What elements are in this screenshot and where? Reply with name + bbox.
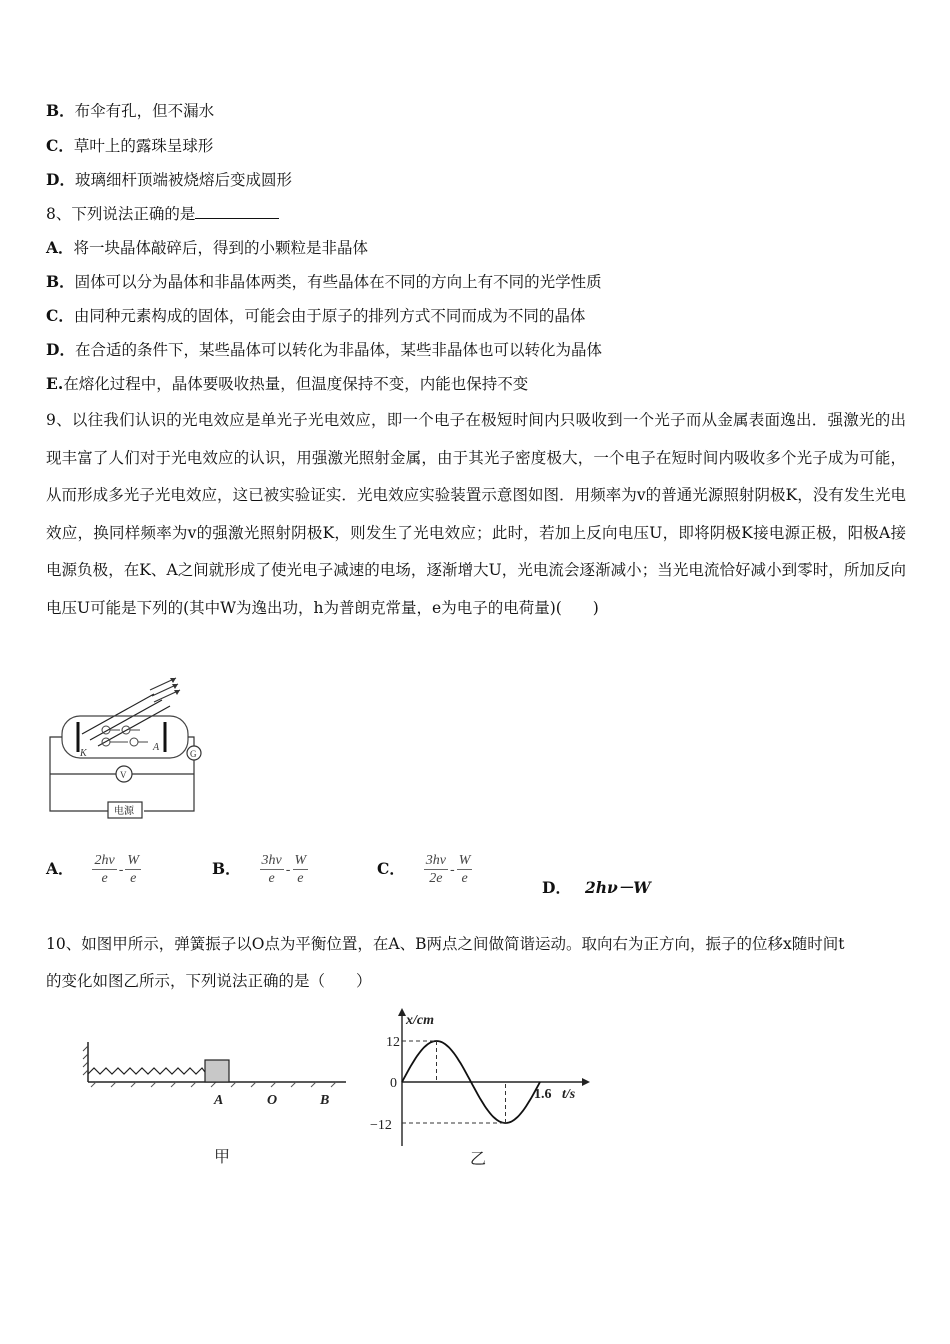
q10-stem-line2: 的变化如图乙所示，下列说法正确的是（ ）	[46, 972, 372, 990]
q9-option-a: A． $\frac{2h\nu}{e}$ - $\frac{W}{e}$	[46, 853, 140, 886]
fraction: $\frac{W}{e}$	[458, 853, 471, 886]
figure-yi-caption: 乙	[470, 1149, 487, 1168]
galvanometer-label: G	[190, 749, 197, 759]
y-tick-label-neg12: −12	[370, 1118, 392, 1133]
q8-stem: 8、下列说法正确的是	[46, 204, 279, 224]
x-axis-label: t/s	[562, 1087, 576, 1102]
voltmeter-label: V	[120, 770, 127, 780]
photoelectric-apparatus-diagram	[44, 676, 214, 824]
point-a-label: A	[214, 1093, 224, 1108]
q9-stem: 9、以往我们认识的光电效应是单光子光电效应，即一个电子在极短时间内只吸收到一个光子而从金属表面逸出．强激光的出现丰富了人们对于光电效应的认识，用强激光照射金属，由于其光子密度极大，一个电子在短时间内吸收多个光子成为可能，从而形成多光子光电效应，这已被实验证实．光电效应实验装置示意图如图．用频率为v的普通光源照射阴极K，没有发生光电效应，换同样频率为v的强激光照射阴极K，则发生了光电效应；此时，若加上反向电压U，即将阴极K接电源正极，阳极A接电源负极，在K、A之间就形成了使光电子减速的电场，逐渐增大U，光电流会逐渐减小；当光电流恰好减小到零时，所加反向电压U可能是下列的(其中W为逸出功，h为普朗克常量，e为电子的电荷量)( )	[46, 411, 906, 617]
q8-option-a: A．将一块晶体敲碎后，得到的小颗粒是非晶体	[46, 238, 369, 257]
cathode-label: K	[80, 748, 87, 759]
oscillator-block	[205, 1060, 229, 1082]
answer-blank	[195, 204, 279, 219]
spring	[88, 1068, 205, 1074]
fraction: $\frac{3h\nu}{2e}$	[425, 853, 446, 886]
q7-option-d: D．玻璃细杆顶端被烧熔后变成圆形	[46, 170, 292, 189]
q9-option-d: D． 2hν－W	[542, 878, 651, 897]
q8-option-e: E.在熔化过程中，晶体要吸收热量，但温度保持不变，内能也保持不变	[46, 374, 529, 393]
power-source-label: 电源	[114, 806, 134, 817]
figure-jia-caption: 甲	[214, 1147, 231, 1166]
spring-oscillator-figure	[80, 1036, 350, 1170]
q10-stem-line1: 10、如图甲所示，弹簧振子以O点为平衡位置，在A、B两点之间做简谐运动。取向右为正方向，振子的位移x随时间t	[46, 935, 845, 953]
q9-option-c: C． $\frac{3h\nu}{2e}$ - $\frac{W}{e}$	[377, 853, 471, 886]
q8-option-b: B．固体可以分为晶体和非晶体两类，有些晶体在不同的方向上有不同的光学性质	[46, 272, 602, 291]
y-axis-label: x/cm	[406, 1013, 434, 1028]
anode-label: A	[153, 742, 160, 753]
point-o-label: O	[267, 1093, 278, 1108]
fraction: $\frac{2h\nu}{e}$	[94, 853, 115, 886]
point-b-label: B	[320, 1093, 330, 1108]
q7-option-c: C．草叶上的露珠呈球形	[46, 136, 214, 155]
fraction: $\frac{3h\nu}{e}$	[261, 853, 282, 886]
q7-option-b: B．布伞有孔，但不漏水	[46, 101, 215, 120]
fraction: $\frac{W}{e}$	[294, 853, 307, 886]
y-tick-label-0: 0	[390, 1076, 397, 1091]
q8-option-d: D．在合适的条件下，某些晶体可以转化为非晶体，某些非晶体也可以转化为晶体	[46, 340, 602, 359]
y-tick-label-12: 12	[386, 1035, 400, 1050]
x-tick-label-1.6: 1.6	[534, 1087, 552, 1102]
q9-option-b: B． $\frac{3h\nu}{e}$ - $\frac{W}{e}$	[212, 853, 307, 886]
fraction: $\frac{W}{e}$	[127, 853, 140, 886]
q8-option-c: C．由同种元素构成的固体，可能会由于原子的排列方式不同而成为不同的晶体	[46, 306, 586, 325]
displacement-time-graph	[360, 1006, 600, 1172]
